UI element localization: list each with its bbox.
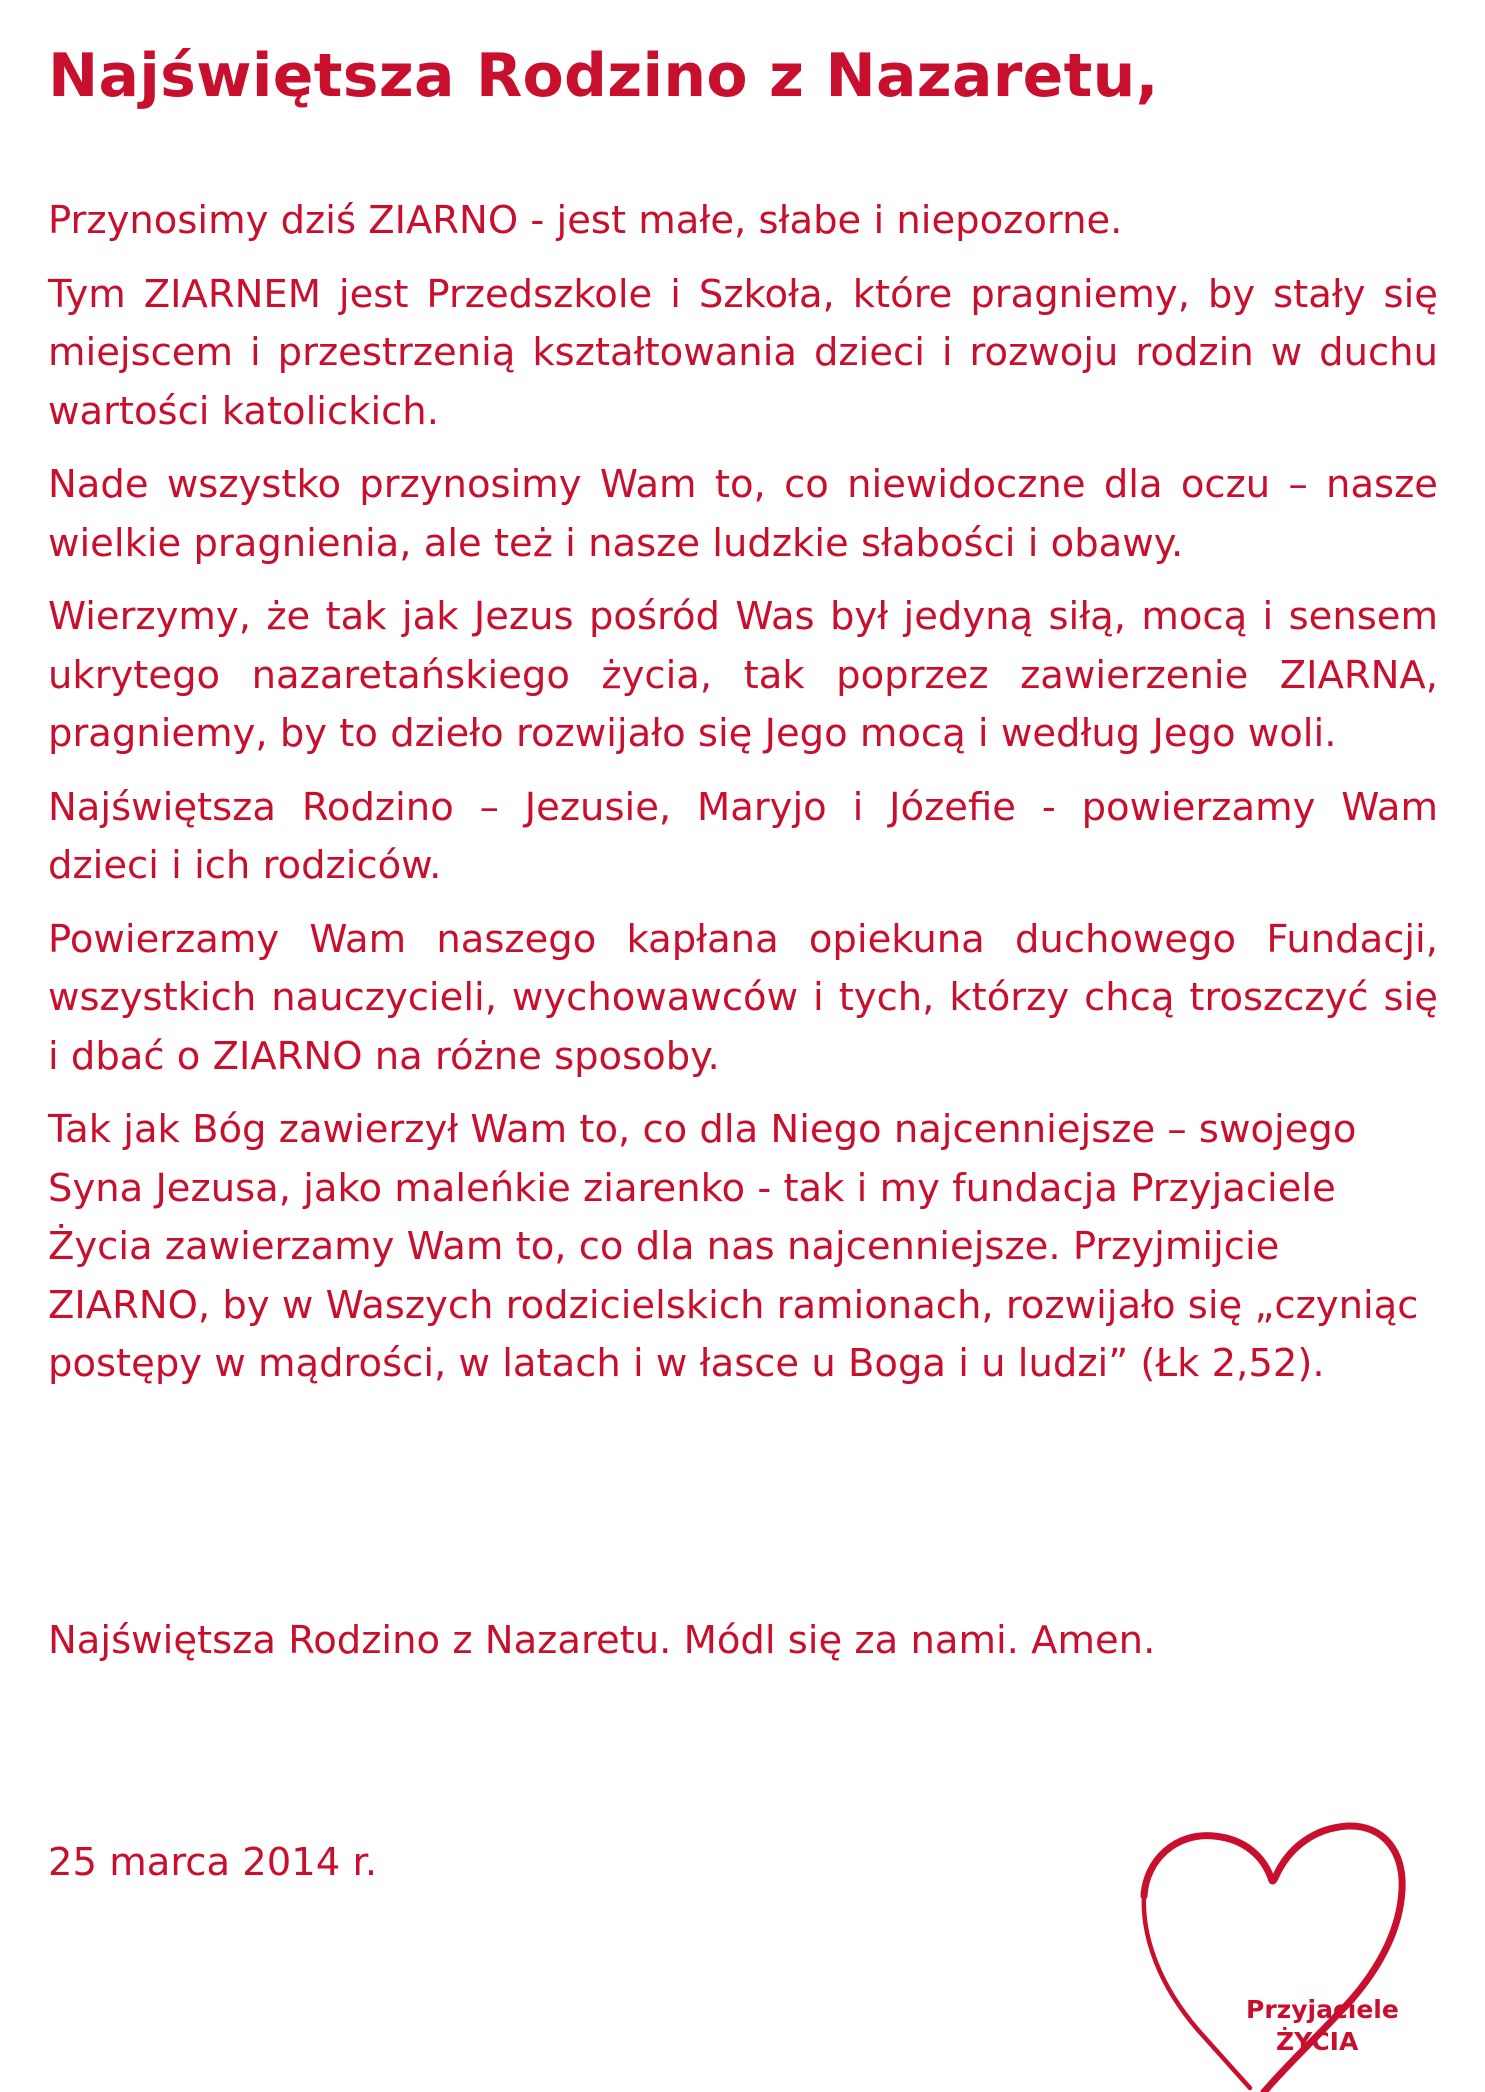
letter-date: 25 marca 2014 r. <box>48 1840 378 1885</box>
paragraph-3: Nade wszystko przynosimy Wam to, co niewidoczne dla oczu – nasze wielkie pragnienia, ale też i nasze ludzkie słabości i obawy. <box>48 462 1438 566</box>
paragraph-6: Powierzamy Wam naszego kapłana opiekuna duchowego Fundacji, wszystkich nauczycieli, wychowawców i tych, którzy chcą troszczyć się i dbać o ZIARNO na różne sposoby. <box>48 916 1438 1079</box>
przyjaciele-zycia-logo <box>1138 1808 1410 2092</box>
logo-text-przyjaciele: Przyjaciele <box>1246 1995 1399 2024</box>
heart-outline-icon <box>1138 1808 1410 2092</box>
letter-body <box>48 192 1438 1409</box>
page-title: Najświętsza Rodzino z Nazaretu, <box>48 41 1159 111</box>
paragraph-7: Tak jak Bóg zawierzył Wam to, co dla Niego najcenniejsze – swojego Syna Jezusa, jako maleńkie ziarenko - tak i my fundacja Przyjaciele Życia zawierzamy Wam to, co dla nas najcenniejsze. Przyjmijcie ZIARNO, by w Waszych rodzicielskich ramionach, rozwijało się „czyniąc postępy w mądrości, w latach i w łasce u Boga i u ludzi” (Łk 2,52). <box>48 1107 1419 1386</box>
paragraph-2: Tym ZIARNEM jest Przedszkole i Szkoła, które pragniemy, by stały się miejscem i przestrzenią kształtowania dzieci i rozwoju rodzin w duchu wartości katolickich. <box>48 271 1438 434</box>
closing-prayer: Najświętsza Rodzino z Nazaretu. Módl się za nami. Amen. <box>48 1618 1156 1663</box>
logo-text-zycia: ŻYCIA <box>1276 2027 1359 2056</box>
paragraph-5: Najświętsza Rodzino – Jezusie, Maryjo i Józefie - powierzamy Wam dzieci i ich rodziców. <box>48 784 1438 888</box>
paragraph-1: Przynosimy dziś ZIARNO - jest małe, słabe i niepozorne. <box>48 198 1123 243</box>
paragraph-4: Wierzymy, że tak jak Jezus pośród Was był jedyną siłą, mocą i sensem ukrytego nazaretańskiego życia, tak poprzez zawierzenie ZIARNA, pragniemy, by to dzieło rozwijało się Jego mocą i według Jego woli. <box>48 594 1438 756</box>
